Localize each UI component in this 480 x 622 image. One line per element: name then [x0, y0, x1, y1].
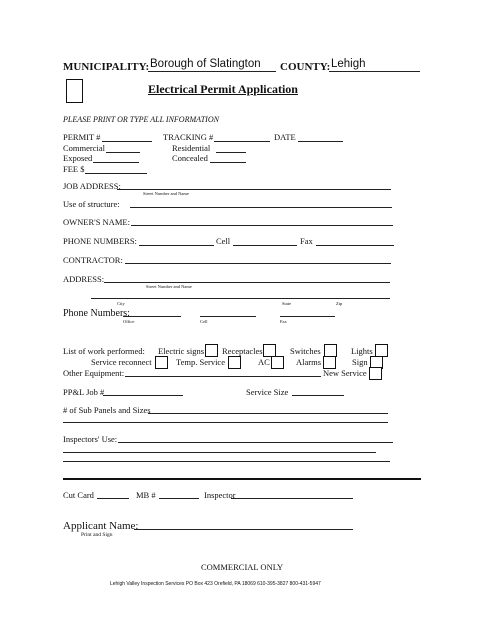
sub-panels-field[interactable] — [148, 413, 388, 414]
inspector-label: Inspector — [204, 490, 236, 500]
municipality-line — [148, 71, 276, 72]
residential-label: Residential — [172, 143, 211, 153]
contractor-label: CONTRACTOR: — [63, 255, 123, 265]
new-service-checkbox[interactable] — [369, 367, 382, 380]
contractor-field[interactable] — [125, 263, 391, 264]
commercial-only: COMMERCIAL ONLY — [201, 562, 284, 572]
tracking-field[interactable] — [214, 141, 270, 142]
section-divider — [63, 478, 421, 480]
electric-signs-label: Electric signs — [158, 346, 205, 356]
county-line — [329, 71, 420, 72]
service-size-label: Service Size — [246, 387, 289, 397]
cut-card-label: Cut Card — [63, 490, 94, 500]
instructions: PLEASE PRINT OR TYPE ALL INFORMATION — [63, 115, 219, 124]
phone-field[interactable] — [139, 245, 214, 246]
form-title: Electrical Permit Application — [148, 82, 298, 96]
concealed-field[interactable] — [210, 162, 246, 163]
city-hint: City — [117, 301, 125, 306]
date-label: DATE — [274, 132, 296, 142]
new-service-label: New Service — [323, 368, 367, 378]
ac-checkbox[interactable] — [271, 356, 284, 369]
job-address-field[interactable] — [117, 189, 391, 190]
cell-label: Cell — [216, 236, 231, 246]
service-reconnect-label: Service reconnect — [91, 357, 152, 367]
tracking-label: TRACKING # — [163, 132, 214, 142]
inspectors-use-label: Inspectors' Use: — [63, 434, 118, 444]
switches-label: Switches — [290, 346, 321, 356]
job-address-label: JOB ADDRESS: — [63, 181, 121, 191]
other-equipment-label: Other Equipment: — [63, 368, 125, 378]
inspectors-use-field[interactable] — [118, 442, 393, 443]
fee-label: FEE $ — [63, 164, 85, 174]
permit-label: PERMIT # — [63, 132, 101, 142]
service-size-field[interactable] — [292, 395, 344, 396]
municipality-value[interactable]: Borough of Slatington — [150, 58, 261, 70]
city-state-zip-field[interactable] — [91, 298, 390, 299]
agency-info: Lehigh Valley Inspection Services PO Box 423 Orefield, PA 18069 610-395-3827 800-431-5947 — [110, 581, 321, 587]
address-street-hint: Street Number and Name — [146, 284, 192, 289]
electric-signs-checkbox[interactable] — [205, 344, 218, 357]
address-label: ADDRESS: — [63, 274, 105, 284]
fax-field[interactable] — [316, 245, 394, 246]
use-of-structure-field[interactable] — [130, 207, 392, 208]
commercial-label: Commercial — [63, 143, 106, 153]
owners-name-label: OWNER'S NAME: — [63, 217, 130, 227]
print-and-sign-hint: Print and Sign — [81, 532, 113, 538]
sub-panels-label: # of Sub Panels and Sizes — [63, 405, 151, 415]
residential-field[interactable] — [216, 152, 246, 153]
applicant-name-label: Applicant Name: — [63, 520, 139, 532]
exposed-field[interactable] — [93, 162, 139, 163]
receptacles-label: Receptacles — [222, 346, 263, 356]
mb-field[interactable] — [159, 498, 199, 499]
fax2-hint: Fax — [280, 319, 287, 324]
lights-label: Lights — [351, 346, 373, 356]
address-field[interactable] — [104, 282, 390, 283]
ac-label: AC — [258, 357, 270, 367]
ppl-job-field[interactable] — [103, 395, 183, 396]
phone-numbers-label: PHONE NUMBERS: — [63, 236, 137, 246]
zip-hint: Zip — [336, 301, 343, 306]
temp-service-label: Temp. Service — [176, 357, 225, 367]
temp-service-checkbox[interactable] — [228, 356, 241, 369]
phone-numbers2-label: Phone Numbers: — [63, 308, 130, 319]
inspectors-use-field-2[interactable] — [63, 452, 376, 453]
sign-label: Sign — [352, 357, 368, 367]
commercial-field[interactable] — [106, 152, 140, 153]
service-reconnect-checkbox[interactable] — [155, 356, 168, 369]
permit-field[interactable] — [102, 141, 152, 142]
cell2-hint: Cell — [200, 319, 208, 324]
fax-label: Fax — [300, 236, 313, 246]
other-equipment-field[interactable] — [125, 376, 321, 377]
cut-card-field[interactable] — [97, 498, 129, 499]
inspectors-use-field-3[interactable] — [63, 461, 390, 462]
office-hint: Office — [123, 319, 135, 324]
cell-phone-field[interactable] — [200, 316, 256, 317]
sub-panels-field-2[interactable] — [63, 422, 388, 423]
county-label: COUNTY: — [280, 61, 331, 73]
owners-name-field[interactable] — [131, 225, 393, 226]
job-street-hint: Street Number and Name — [143, 191, 189, 196]
fax-phone-field[interactable] — [280, 316, 335, 317]
mb-label: MB # — [136, 490, 156, 500]
inspector-field[interactable] — [231, 498, 353, 499]
county-value[interactable]: Lehigh — [331, 58, 366, 70]
work-list-label: List of work performed: — [63, 346, 145, 356]
ppl-job-label: PP&L Job # — [63, 387, 105, 397]
concealed-label: Concealed — [172, 153, 208, 163]
date-field[interactable] — [298, 141, 343, 142]
applicant-name-field[interactable] — [134, 529, 353, 530]
cell-field[interactable] — [233, 245, 297, 246]
state-hint: State — [282, 301, 291, 306]
checkbox-square[interactable] — [66, 79, 83, 103]
fee-field[interactable] — [85, 173, 147, 174]
municipality-label: MUNICIPALITY: — [63, 61, 150, 73]
office-phone-field[interactable] — [123, 316, 181, 317]
alarms-label: Alarms — [296, 357, 322, 367]
exposed-label: Exposed — [63, 153, 93, 163]
use-of-structure-label: Use of structure: — [63, 199, 120, 209]
